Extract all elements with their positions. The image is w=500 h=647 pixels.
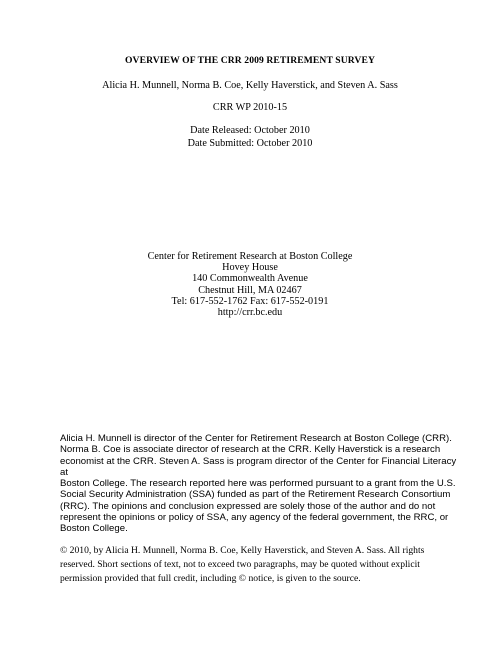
address-line-website[interactable]: http://crr.bc.edu: [217, 307, 283, 319]
address-line-building: Hovey House: [222, 262, 278, 274]
address-line-institution: Center for Retirement Research at Boston College: [147, 251, 353, 262]
bio-line: (RRC). The opinions and conclusion expressed are solely those of the author and do not: [60, 500, 436, 512]
date-submitted: Date Submitted: October 2010: [187, 138, 313, 149]
copyright-notice: [60, 544, 460, 586]
address-line-city: Chestnut Hill, MA 02467: [198, 284, 302, 296]
copyright-line: reserved. Short sections of text, not to exceed two paragraphs, may be quoted without explicit: [60, 559, 420, 570]
bio-line: represent the opinions or policy of SSA, any agency of the federal government, the RRC, or: [60, 512, 449, 524]
bio-line: Social Security Administration (SSA) funded as part of the Retirement Research Consortium: [60, 489, 451, 501]
bio-line: economist at the CRR. Steven A. Sass is program director of the Center for Financial Literacy at: [60, 455, 457, 478]
bio-line: Boston College.: [60, 523, 128, 535]
bio-line: Alicia H. Munnell is director of the Center for Retirement Research at Boston College (CRR).: [60, 433, 452, 444]
author-bio-paragraph: [60, 433, 460, 535]
address-line-phone: Tel: 617-552-1762 Fax: 617-552-0191: [171, 295, 329, 307]
address-block: [0, 251, 500, 318]
paper-title: OVERVIEW OF THE CRR 2009 RETIREMENT SURVEY: [125, 55, 375, 66]
copyright-line: permission provided that full credit, including © notice, is given to the source.: [60, 573, 361, 584]
date-released: Date Released: October 2010: [190, 125, 310, 136]
author-list: Alicia H. Munnell, Norma B. Coe, Kelly Haverstick, and Steven A. Sass: [102, 80, 398, 91]
bio-line: Boston College. The research reported here was performed pursuant to a grant from the U.S.: [60, 478, 456, 490]
bio-line: Norma B. Coe is associate director of research at the CRR. Kelly Haverstick is a research: [60, 444, 441, 456]
address-line-street: 140 Commonwealth Avenue: [192, 273, 308, 285]
date-block: [0, 124, 500, 150]
copyright-line: © 2010, by Alicia H. Munnell, Norma B. Coe, Kelly Haverstick, and Steven A. Sass. All rights: [60, 545, 425, 556]
working-paper-number: CRR WP 2010-15: [212, 102, 288, 113]
